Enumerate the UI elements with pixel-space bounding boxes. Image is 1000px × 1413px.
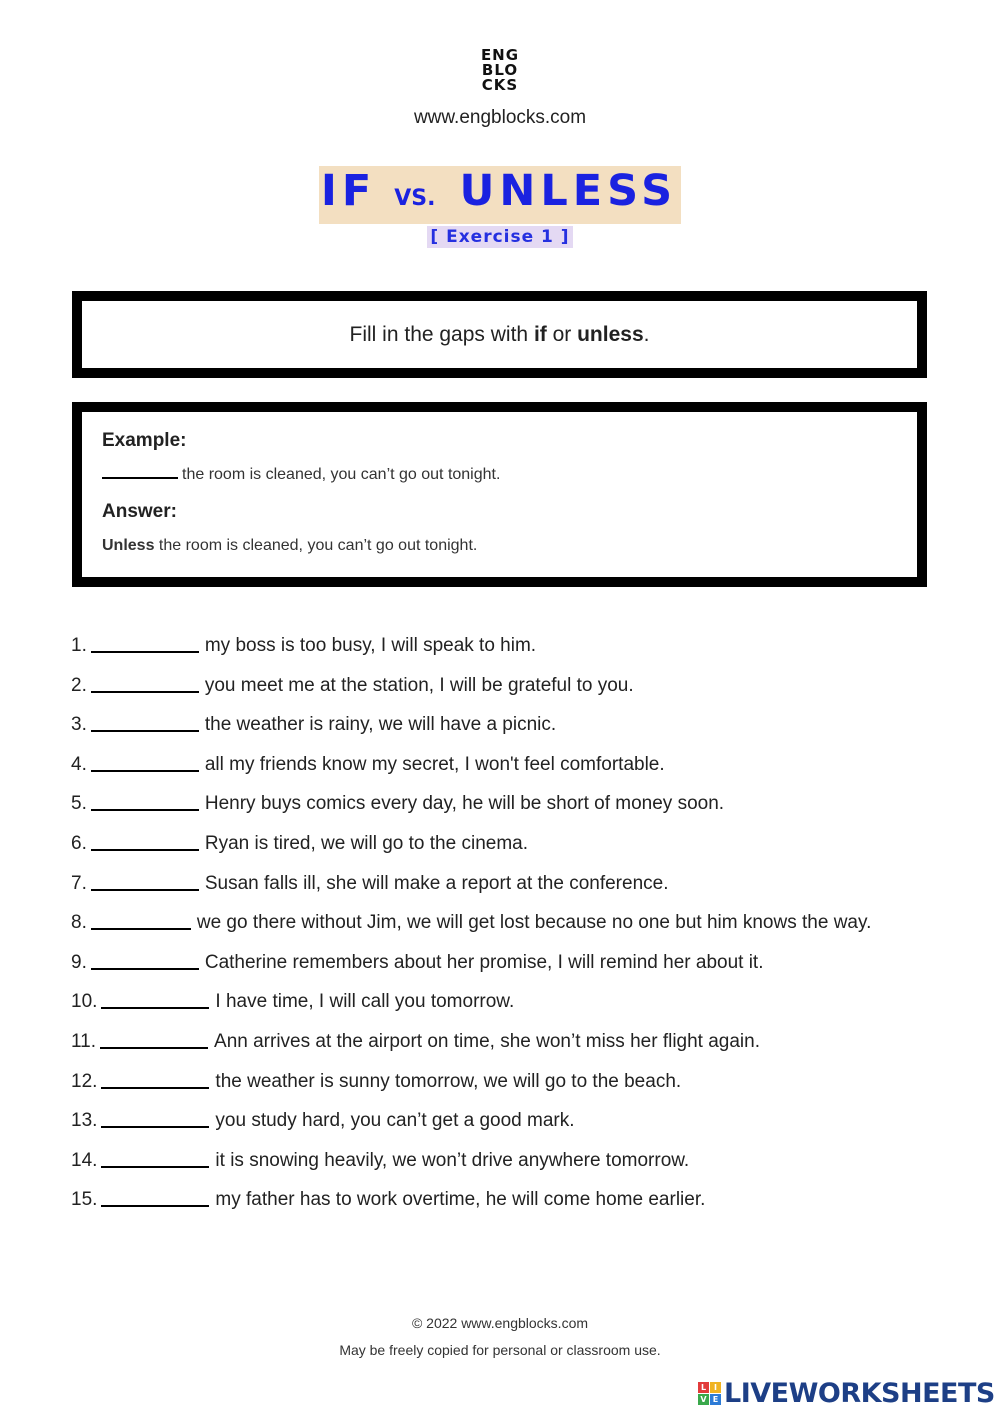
- title-container: [0, 166, 1000, 224]
- item-number: 9.: [71, 951, 87, 973]
- icon-letter-v: V: [698, 1394, 709, 1405]
- engblocks-logo: [0, 48, 1000, 93]
- liveworksheets-text: LIVEWORKSHEETS: [724, 1377, 995, 1409]
- example-sentence-text: the room is cleaned, you can’t go out tonight.: [182, 466, 501, 483]
- example-sentence: [102, 466, 500, 484]
- answer-blank[interactable]: [91, 791, 199, 811]
- item-text: Ann arrives at the airport on time, she won’t miss her flight again.: [214, 1030, 760, 1052]
- item-number: 6.: [71, 832, 87, 854]
- answer-blank[interactable]: [101, 1187, 209, 1207]
- list-item: [71, 1029, 971, 1069]
- item-number: 14.: [71, 1149, 98, 1171]
- title-unless: UNLESS: [459, 166, 678, 216]
- item-text: Ryan is tired, we will go to the cinema.: [204, 832, 528, 854]
- list-item: [71, 831, 971, 871]
- item-number: 3.: [71, 714, 87, 736]
- answer-blank[interactable]: [91, 633, 199, 653]
- answer-blank[interactable]: [100, 1029, 208, 1049]
- item-number: 11.: [71, 1030, 97, 1052]
- instruction-prefix: Fill in the gaps with: [349, 322, 534, 346]
- usage-note: May be freely copied for personal or classroom use.: [339, 1342, 661, 1358]
- answer-blank[interactable]: [101, 1148, 209, 1168]
- title-if: IF: [320, 166, 377, 216]
- item-text: the weather is rainy, we will have a picnic.: [204, 714, 557, 736]
- item-number: 5.: [71, 793, 87, 815]
- list-item: [71, 871, 971, 911]
- logo-line-2: BLO: [481, 61, 519, 79]
- item-number: 7.: [71, 872, 87, 894]
- list-item: [71, 1148, 971, 1188]
- logo-line-3: CKS: [481, 76, 519, 94]
- answer-blank[interactable]: [101, 1108, 209, 1128]
- answer-blank[interactable]: [91, 871, 199, 891]
- answer-label: Answer:: [102, 501, 177, 522]
- logo-line-1: ENG: [480, 46, 520, 64]
- item-text: Catherine remembers about her promise, I will remind her about it.: [204, 951, 764, 973]
- answer-blank[interactable]: [101, 1069, 209, 1089]
- item-number: 2.: [71, 674, 87, 696]
- list-item: [71, 910, 971, 950]
- list-item: [71, 950, 971, 990]
- item-text: Henry buys comics every day, he will be short of money soon.: [204, 793, 725, 815]
- answer-blank[interactable]: [91, 752, 199, 772]
- item-text: we go there without Jim, we will get lost because no one but him knows the way.: [196, 912, 872, 934]
- answer-sentence: [102, 537, 477, 555]
- exercise-list: [71, 633, 971, 1227]
- answer-rest: the room is cleaned, you can’t go out tonight.: [154, 537, 478, 554]
- list-item: [71, 673, 971, 713]
- example-label: Example:: [102, 430, 187, 451]
- item-text: Susan falls ill, she will make a report at the conference.: [204, 872, 669, 894]
- item-text: you study hard, you can’t get a good mark.: [215, 1110, 575, 1132]
- list-item: [71, 791, 971, 831]
- title-vs: VS.: [394, 186, 436, 211]
- copyright: © 2022 www.engblocks.com: [411, 1315, 589, 1331]
- liveworksheets-watermark: [698, 1378, 995, 1408]
- answer-blank[interactable]: [91, 712, 199, 732]
- item-number: 12.: [71, 1070, 98, 1092]
- answer-blank[interactable]: [91, 831, 199, 851]
- item-text: you meet me at the station, I will be grateful to you.: [204, 674, 634, 696]
- item-text: all my friends know my secret, I won't feel comfortable.: [204, 753, 665, 775]
- example-box: [72, 402, 927, 587]
- list-item: [71, 1069, 971, 1109]
- instruction-word-if: if: [533, 322, 547, 346]
- liveworksheets-icon: [698, 1382, 721, 1405]
- icon-letter-l: L: [698, 1382, 709, 1393]
- list-item: [71, 989, 971, 1029]
- item-number: 15.: [71, 1189, 98, 1211]
- answer-blank[interactable]: [101, 989, 209, 1009]
- item-text: my boss is too busy, I will speak to him.: [204, 635, 537, 656]
- list-item: [71, 1187, 971, 1227]
- page-title: [319, 166, 681, 224]
- instruction-box: [72, 291, 927, 378]
- answer-word: Unless: [102, 537, 155, 554]
- list-item: [71, 633, 971, 673]
- list-item: [71, 1108, 971, 1148]
- item-text: I have time, I will call you tomorrow.: [215, 991, 515, 1013]
- item-number: 4.: [71, 753, 87, 775]
- instruction-text: [350, 323, 650, 347]
- site-url: www.engblocks.com: [413, 107, 587, 128]
- instruction-word-unless: unless: [577, 322, 644, 346]
- list-item: [71, 712, 971, 752]
- instruction-middle: or: [546, 322, 578, 346]
- exercise-subtitle: [ Exercise 1 ]: [427, 226, 572, 248]
- icon-letter-e: E: [710, 1394, 721, 1405]
- answer-blank[interactable]: [91, 950, 199, 970]
- item-text: the weather is sunny tomorrow, we will go to the beach.: [215, 1070, 682, 1092]
- item-number: 8.: [71, 912, 87, 934]
- instruction-suffix: .: [643, 322, 650, 346]
- item-number: 13.: [71, 1110, 98, 1132]
- item-text: it is snowing heavily, we won’t drive anywhere tomorrow.: [215, 1149, 690, 1171]
- subtitle-container: [0, 226, 1000, 248]
- item-text: my father has to work overtime, he will come home earlier.: [215, 1189, 706, 1211]
- answer-blank[interactable]: [91, 673, 199, 693]
- list-item: [71, 752, 971, 792]
- item-number: 1.: [71, 635, 87, 656]
- item-number: 10.: [71, 991, 98, 1013]
- example-blank: [102, 477, 178, 479]
- icon-letter-i: I: [710, 1382, 721, 1393]
- answer-blank[interactable]: [91, 910, 191, 930]
